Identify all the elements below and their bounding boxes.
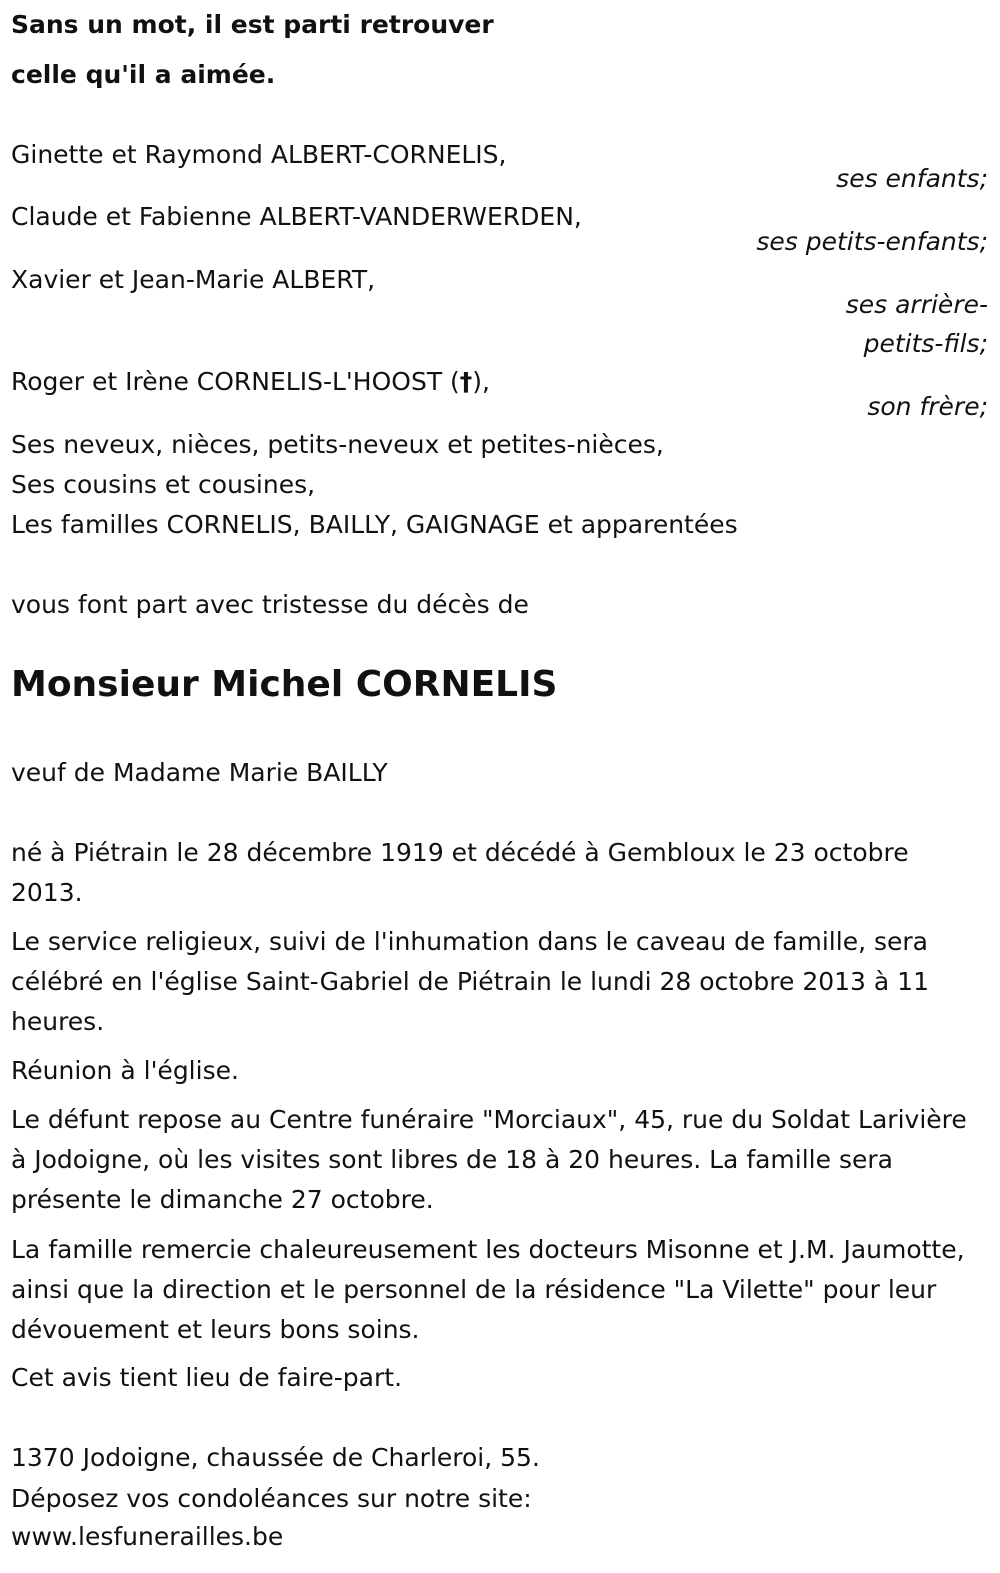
service-paragraph: Le service religieux, suivi de l'inhumation dans le caveau de famille, sera célébré en l'église Saint-Gabriel de Piétrain le lundi 28 octobre 2013 à 11 heures. xyxy=(11,927,929,1036)
deceased-spouse: veuf de Madame Marie BAILLY xyxy=(11,758,388,787)
notice-paragraph: Cet avis tient lieu de faire-part. xyxy=(11,1363,403,1392)
deceased-name: Monsieur Michel CORNELIS xyxy=(11,664,558,705)
family-children-role: ses enfants; xyxy=(836,164,988,193)
family-brother-names-after: ), xyxy=(472,367,490,396)
family-children-names: Ginette et Raymond ALBERT-CORNELIS, xyxy=(11,140,507,169)
meeting-paragraph: Réunion à l'église. xyxy=(11,1056,239,1085)
visits-paragraph: Le défunt repose au Centre funéraire "Morciaux", 45, rue du Soldat Larivière à Jodoigne, où les visites sont libres de 18 à 20 heures. La famille sera présente le dimanche 27 octobre. xyxy=(11,1105,967,1214)
family-greatgrandchildren-role-line1: ses arrière- xyxy=(845,290,988,319)
thanks-paragraph: La famille remercie chaleureusement les docteurs Misonne et J.M. Jaumotte, ainsi que la direction et le personnel de la résidence "La Vilette" pour leur dévouement et leurs bons soins. xyxy=(11,1235,965,1344)
relatives-line-2: Ses cousins et cousines, xyxy=(11,470,316,499)
family-greatgrandchildren-role-line2: petits-fils; xyxy=(863,329,988,358)
footer-website-link[interactable]: www.lesfunerailles.be xyxy=(11,1522,284,1551)
footer-condolences: Déposez vos condoléances sur notre site: xyxy=(11,1484,532,1513)
family-brother-role: son frère; xyxy=(867,392,988,421)
header-line-2: celle qu'il a aimée. xyxy=(11,60,276,89)
relatives-line-3: Les familles CORNELIS, BAILLY, GAIGNAGE et apparentées xyxy=(11,510,738,539)
relatives-line-1: Ses neveux, nièces, petits-neveux et petites-nièces, xyxy=(11,430,664,459)
birth-death-paragraph: né à Piétrain le 28 décembre 1919 et décédé à Gembloux le 23 octobre 2013. xyxy=(11,838,909,907)
family-brother-names xyxy=(11,367,490,396)
family-grandchildren-names: Claude et Fabienne ALBERT-VANDERWERDEN, xyxy=(11,202,582,231)
announcement-text: vous font part avec tristesse du décès de xyxy=(11,590,529,619)
family-grandchildren-role: ses petits-enfants; xyxy=(756,227,988,256)
family-greatgrandchildren-names: Xavier et Jean-Marie ALBERT, xyxy=(11,265,376,294)
footer-address: 1370 Jodoigne, chaussée de Charleroi, 55. xyxy=(11,1443,540,1472)
deceased-cross-icon: † xyxy=(459,367,473,396)
header-line-1: Sans un mot, il est parti retrouver xyxy=(11,10,494,39)
family-brother-names-before: Roger et Irène CORNELIS-L'HOOST ( xyxy=(11,367,460,396)
